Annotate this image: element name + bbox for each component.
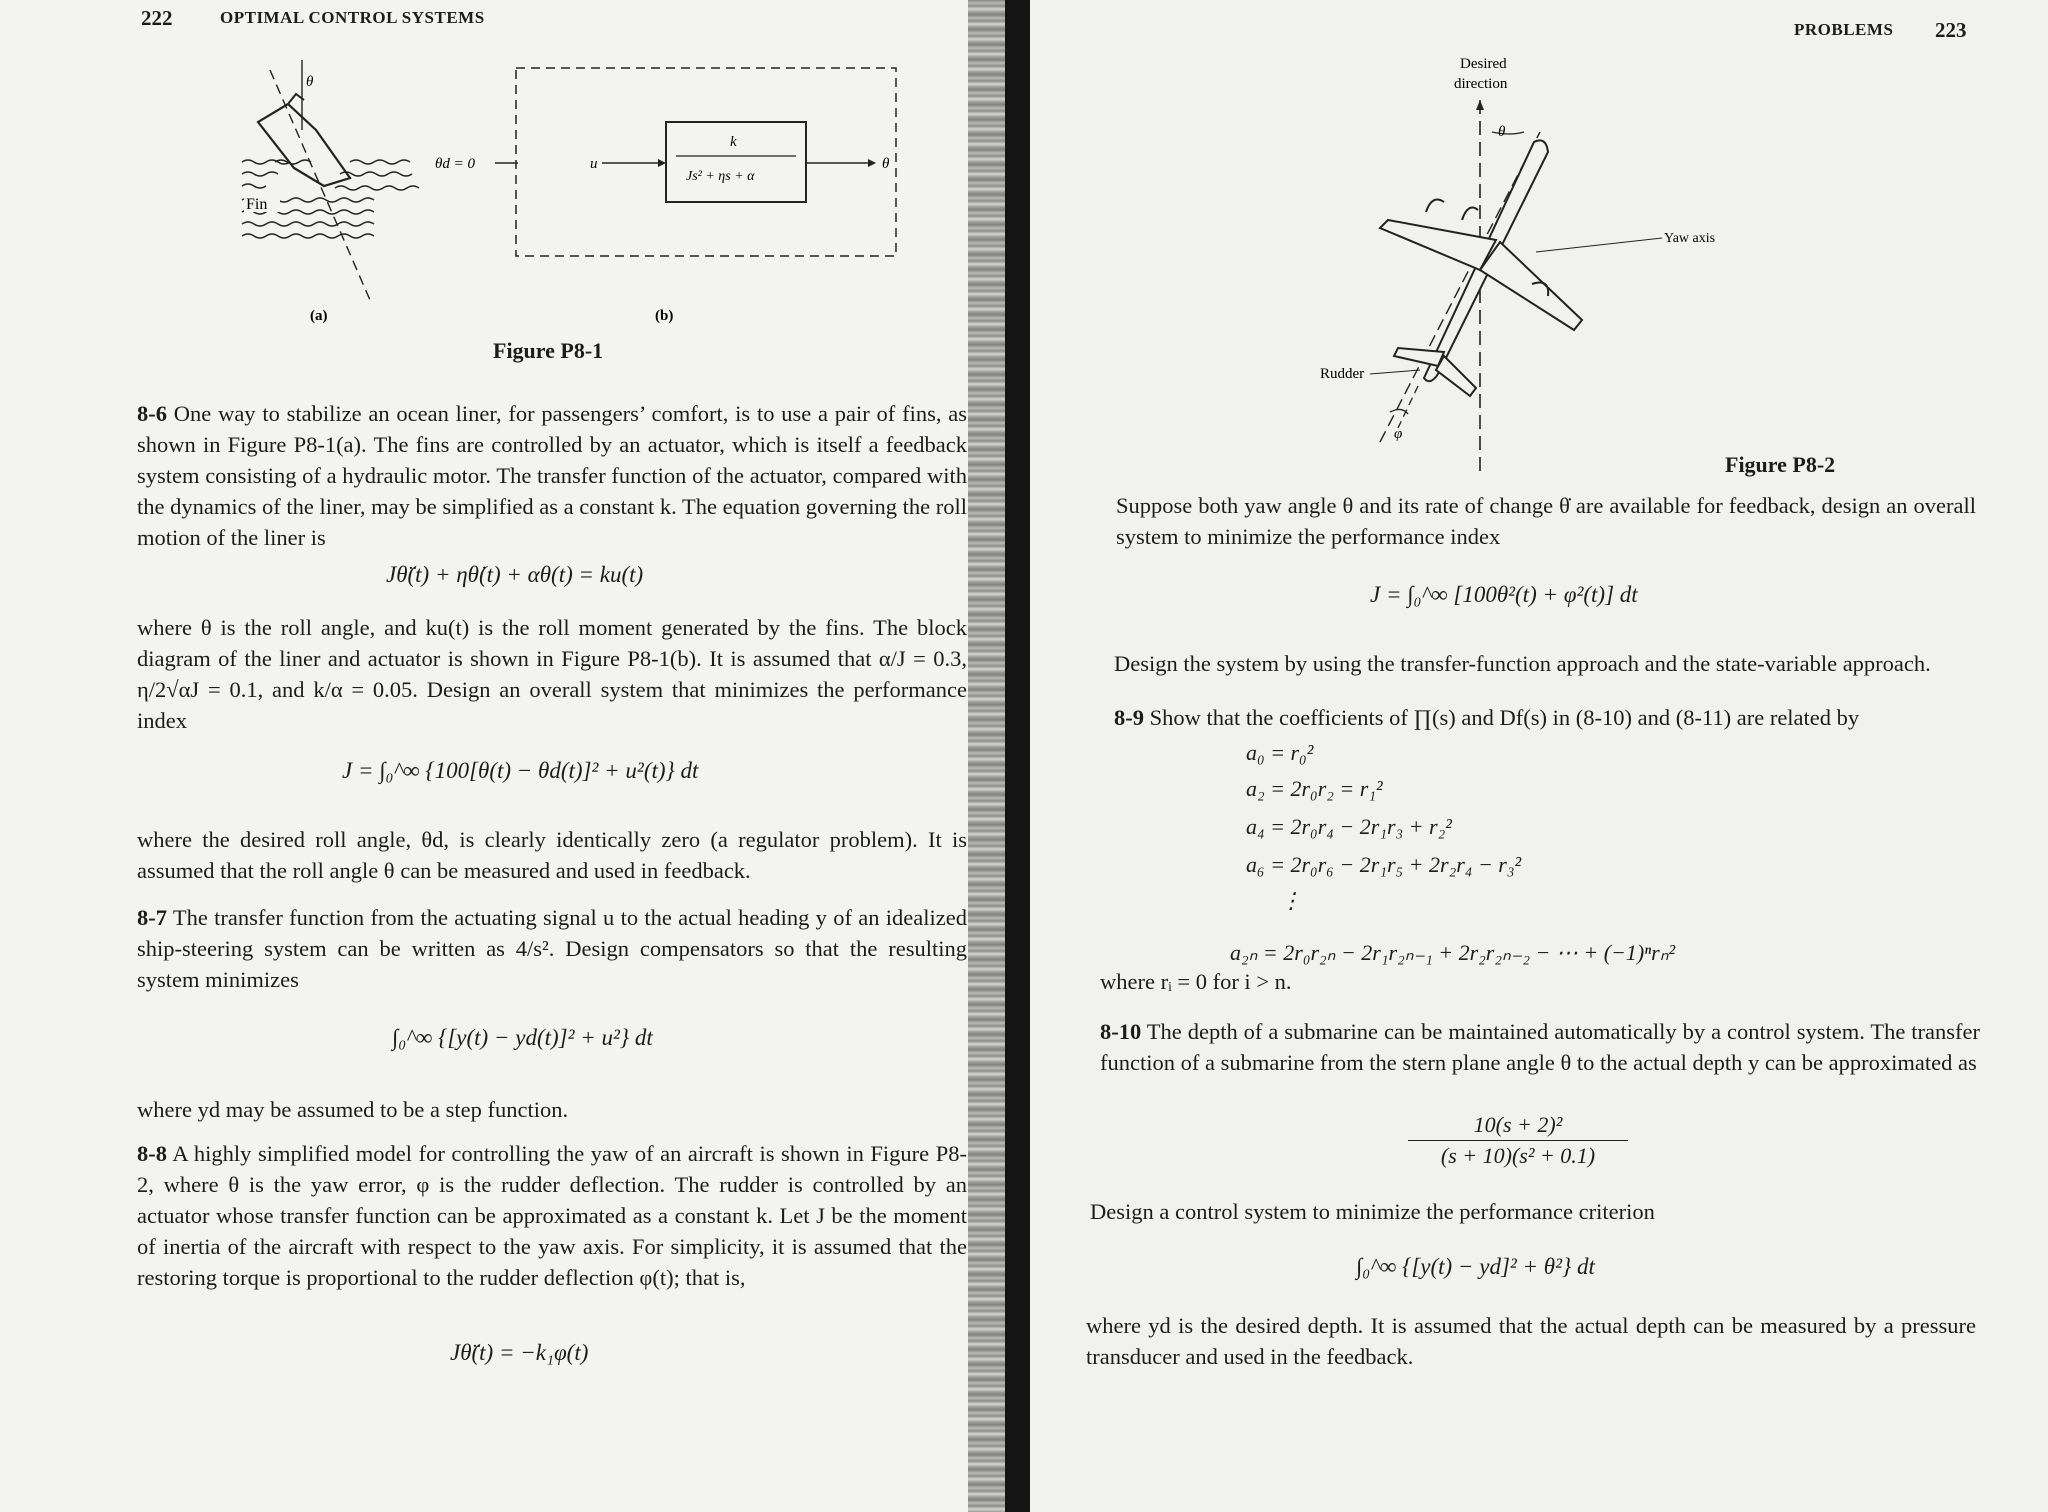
coefficient-eq: a₂ₙ = 2r₀r₂ₙ − 2r₁r₂ₙ₋₁ + 2r₂r₂ₙ₋₂ − ⋯ + (−1)ⁿrₙ² xyxy=(1230,940,1676,965)
problem-text: A highly simplified model for controlling the yaw of an aircraft is shown in Figure P8-2, where θ is the yaw error, φ is the rudder deflection. The rudder is controlled by an actuator whose transfer function can be approximated as a constant k. Let J be the moment of inertia of the aircraft with respect to the yaw axis. For simplicity, it is assumed that the restoring torque is proportional to the rudder deflection φ(t); that is, xyxy=(137,1141,967,1290)
tf-numerator: 10(s + 2)² xyxy=(1408,1112,1628,1141)
problem-number: 8-7 xyxy=(137,905,167,930)
problem-text: The depth of a submarine can be maintained automatically by a control system. The transfer function of a submarine from the stern plane angle θ to the actual depth y can be approximated as xyxy=(1100,1019,1980,1075)
problem-text: The transfer function from the actuating signal u to the actual heading y of an idealized ship-steering system can be written as 4/s². Design compensators so that the resulting system minimizes xyxy=(137,905,967,992)
figure-p8-2 xyxy=(1320,52,1740,482)
problem-8-10-cont: Design a control system to minimize the performance criterion xyxy=(1090,1199,1655,1224)
problem-8-8-cont2: Design the system by using the transfer-function approach and the state-variable approach. xyxy=(1114,651,1931,676)
equation-performance-index-yaw: J = ∫₀^∞ [100θ²(t) + φ²(t)] dt xyxy=(1370,582,1638,607)
problem-8-10-cont2: where yd is the desired depth. It is assumed that the actual depth can be measured by a pressure transducer and used in the feedback. xyxy=(1086,1313,1976,1369)
sub-a-label: (a) xyxy=(310,308,328,324)
running-head-right: PROBLEMS xyxy=(1794,20,1894,39)
desired-label-2: direction xyxy=(1454,76,1508,92)
problem-8-6-cont: where θ is the roll angle, and ku(t) is the roll moment generated by the fins. The block diagram of the liner and actuator is shown in Figure P8-1(b). It is assumed that α/J = 0.3, η/2√αJ = 0.1, and k/α = 0.05. Design an overall system that minimizes the performance index xyxy=(137,615,967,733)
problem-8-6 xyxy=(137,398,967,553)
problem-number: 8-10 xyxy=(1100,1019,1142,1044)
k-label: k xyxy=(730,134,737,150)
problem-8-9 xyxy=(1114,702,1974,733)
yaw-axis-label: Yaw axis xyxy=(1664,231,1716,246)
theta-d-label: θd = 0 xyxy=(435,156,475,172)
left-page xyxy=(0,0,1018,1512)
problem-8-10 xyxy=(1100,1016,1980,1078)
problem-8-8-cont: Suppose both yaw angle θ and its rate of change θ̇ are available for feedback, design an overall system to minimize the performance index xyxy=(1116,493,1976,549)
desired-label-1: Desired xyxy=(1460,56,1507,72)
tf-denominator: (s + 10)(s² + 0.1) xyxy=(1440,1143,1596,1168)
coefficient-eq: a₂ = 2r₀r₂ = r₁² xyxy=(1246,776,1383,801)
phi-label: φ xyxy=(1394,426,1403,442)
figure-caption-p8-2: Figure P8-2 xyxy=(1725,452,1836,477)
problem-number: 8-9 xyxy=(1114,705,1144,730)
problem-8-9-cont: where rᵢ = 0 for i > n. xyxy=(1100,969,1292,994)
equation-ship-steering: ∫₀^∞ {[y(t) − yd(t)]² + u²} dt xyxy=(392,1025,653,1050)
theta-output-label: θ xyxy=(882,156,890,172)
coefficient-eq: a₀ = r₀² xyxy=(1246,740,1314,765)
sub-b-label: (b) xyxy=(655,308,674,324)
problem-8-7 xyxy=(137,902,967,995)
problem-number: 8-8 xyxy=(137,1141,167,1166)
submarine-tf xyxy=(1408,1112,1628,1169)
problem-8-6-cont2: where the desired roll angle, θd, is clearly identically zero (a regulator problem). It is assumed that the roll angle θ can be measured and used in feedback. xyxy=(137,827,967,883)
figure-caption-p8-1: Figure P8-1 xyxy=(493,338,604,363)
rudder-label: Rudder xyxy=(1320,366,1365,382)
theta-label-a: θ xyxy=(306,74,314,90)
fin-label: Fin xyxy=(246,196,268,213)
equation-submarine-criterion: ∫₀^∞ {[y(t) − yd]² + θ²} dt xyxy=(1356,1254,1595,1279)
equation-yaw-dynamics: Jθ̈(t) = −k₁φ(t) xyxy=(450,1340,589,1365)
figure-p8-1 xyxy=(230,50,910,324)
problem-text: Show that the coefficients of ∏(s) and Df(s) in (8-10) and (8-11) are related by xyxy=(1149,705,1860,730)
coefficient-eq: ⋮ xyxy=(1280,888,1302,913)
u-label: u xyxy=(590,156,598,172)
tf-denominator: Js² + ηs + α xyxy=(686,169,755,184)
theta-label-b: θ xyxy=(1498,124,1506,140)
ship-diagram xyxy=(242,60,419,324)
page-number-left: 222 xyxy=(141,6,173,30)
block-diagram xyxy=(435,68,896,324)
problem-8-8 xyxy=(137,1138,967,1293)
coefficient-eq: a₆ = 2r₀r₆ − 2r₁r₅ + 2r₂r₄ − r₃² xyxy=(1246,852,1522,877)
right-page xyxy=(1030,0,2048,1512)
problem-text: One way to stabilize an ocean liner, for passengers’ comfort, is to use a pair of fins, as shown in Figure P8-1(a). The fins are controlled by an actuator, which is itself a feedback system consisting of a hydraulic motor. The transfer function of the actuator, compared with the dynamics of the liner, may be simplified as a constant k. The equation governing the roll motion of the liner is xyxy=(137,401,967,550)
equation-roll-motion: Jθ̈(t) + ηθ̇(t) + αθ(t) = ku(t) xyxy=(386,562,644,587)
page-number-right: 223 xyxy=(1935,18,1967,42)
running-head-left: OPTIMAL CONTROL SYSTEMS xyxy=(220,8,485,27)
book-gutter xyxy=(1005,0,1030,1512)
problem-8-7-cont: where yd may be assumed to be a step function. xyxy=(137,1097,569,1122)
scan-noise xyxy=(968,0,1008,1512)
problem-number: 8-6 xyxy=(137,401,167,426)
equation-performance-index-1: J = ∫₀^∞ {100[θ(t) − θd(t)]² + u²(t)} dt xyxy=(342,758,699,783)
coefficient-eq: a₄ = 2r₀r₄ − 2r₁r₃ + r₂² xyxy=(1246,814,1452,839)
